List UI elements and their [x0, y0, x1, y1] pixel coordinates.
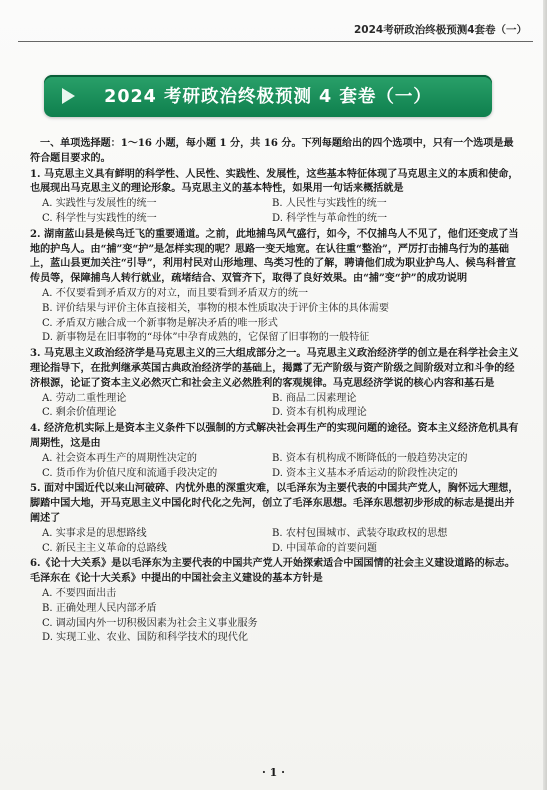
answer-option: B. 人民性与实践性的统一: [272, 198, 387, 210]
option-group: [30, 287, 521, 346]
answer-option: A. 劳动二重性理论: [42, 392, 127, 404]
answer-option: D. 资本有机构成理论: [272, 407, 367, 419]
answer-option: B. 农村包围城市、武装夺取政权的思想: [272, 527, 448, 539]
option-group: [30, 392, 521, 422]
question-stem: 6.《论十大关系》是以毛泽东为主要代表的中国共产党人开始探索适合中国国情的社会主义建设道路的标志。毛泽东在《论十大关系》中提出的中国社会主义建设的基本方针是: [30, 558, 515, 585]
page-number: · 1 ·: [262, 766, 285, 779]
answer-option: B. 正确处理人民内部矛盾: [42, 602, 157, 614]
option-group: [30, 527, 521, 557]
header-rule: [18, 41, 533, 42]
question-stem: 1. 马克思主义具有鲜明的科学性、人民性、实践性、发展性，这些基本特征体现了马克思主义的本质和使命，也展现出马克思主义的理论形象。马克思主义的基本特性，如果用一句话来概括就是: [30, 168, 519, 195]
option-group: [30, 197, 521, 227]
answer-option: C. 货币作为价值尺度和流通手段决定的: [42, 467, 218, 479]
question-list: [30, 168, 521, 647]
option-group: [30, 587, 521, 646]
question-stem: 5. 面对中国近代以来山河破碎、内忧外患的深重灾难，以毛泽东为主要代表的中国共产党人，胸怀远大理想，脚踏中国大地，开马克思主义中国化时代化之先河，创立了毛泽东思想。毛泽东思想初步形成的标志是提出并阐述了: [30, 483, 519, 524]
section-intro: 一、单项选择题：1～16 小题，每小题 1 分，共 16 分。下列每题给出的四个选项中，只有一个选项是最符合题目要求的。: [30, 138, 514, 164]
question-stem: 2. 湖南蓝山县是候鸟迁飞的重要通道。之前，此地捕鸟风气盛行，如今，不仅捕鸟人不见了，他们还变成了当地的护鸟人。由“捕”变“护”是怎样实现的呢？思路一变天地宽。在认往重“整治”，严厉打击捕鸟行为的基础上，蓝山县更加关注“引导”，利用村民对山形地理、鸟类习性的了解，聘请他们成为职业护鸟人、候鸟科普宣传员等，保障捕鸟人转行就业，疏堵结合、双管齐下，取得了良好效果。由“捕”变“护”的成功说明: [30, 228, 519, 285]
answer-option: A. 实事求是的思想路线: [42, 527, 147, 539]
running-header: 2024考研政治终极预测4套卷（一）: [353, 24, 527, 36]
answer-option: B. 评价结果与评价主体直接相关，事物的根本性质取决于评价主体的具体需要: [42, 302, 389, 314]
banner-title: 2024 考研政治终极预测 4 套卷（一）: [104, 87, 432, 107]
answer-option: A. 实践性与发展性的统一: [42, 198, 157, 210]
question-item: [30, 422, 521, 481]
answer-option: D. 资本主义基本矛盾运动的阶段性决定的: [272, 467, 458, 479]
question-item: [30, 557, 521, 646]
answer-option: B. 商品二因素理论: [272, 392, 357, 404]
answer-option: A. 不仅要看到矛盾双方的对立，而且要看到矛盾双方的统一: [42, 287, 309, 299]
answer-option: C. 调动国内外一切积极因素为社会主义事业服务: [42, 617, 258, 629]
question-stem: 3. 马克思主义政治经济学是马克思主义的三大组成部分之一。马克思主义政治经济学的创立是在科学社会主义理论指导下，在批判继承英国古典政治经济学的基础上，揭露了无产阶级与资产阶级之间阶级对立和斗争的经济根源，论证了资本主义必然灭亡和社会主义必然胜利的客观规律。马克思经济学说的核心内容和基石是: [30, 348, 519, 389]
question-stem: 4. 经济危机实际上是资本主义条件下以强制的方式解决社会再生产的实现问题的途径。资本主义经济危机具有周期性，这是由: [30, 423, 519, 449]
option-group: [30, 452, 521, 482]
question-item: [30, 228, 521, 346]
answer-option: A. 社会资本再生产的周期性决定的: [42, 452, 198, 464]
title-banner: [44, 75, 492, 117]
answer-option: C. 剩余价值理论: [42, 407, 117, 419]
answer-option: C. 科学性与实践性的统一: [42, 212, 157, 224]
answer-option: D. 中国革命的首要问题: [272, 542, 377, 554]
answer-option: D. 科学性与革命性的统一: [272, 212, 388, 224]
question-item: [30, 168, 521, 227]
answer-option: B. 资本有机构成不断降低的一般趋势决定的: [272, 452, 468, 464]
answer-option: D. 新事物是在旧事物的“母体”中孕育成熟的，它保留了旧事物的一般特征: [42, 332, 370, 344]
exam-body: [30, 137, 521, 646]
question-item: [30, 482, 521, 556]
answer-option: C. 矛盾双方融合成一个新事物是解决矛盾的唯一形式: [42, 317, 278, 329]
question-item: [30, 347, 521, 421]
answer-option: C. 新民主主义革命的总路线: [42, 542, 167, 554]
answer-option: D. 实现工业、农业、国防和科学技术的现代化: [42, 632, 248, 644]
answer-option: A. 不要四面出击: [42, 587, 117, 599]
page-spine-shadow: [543, 0, 547, 790]
